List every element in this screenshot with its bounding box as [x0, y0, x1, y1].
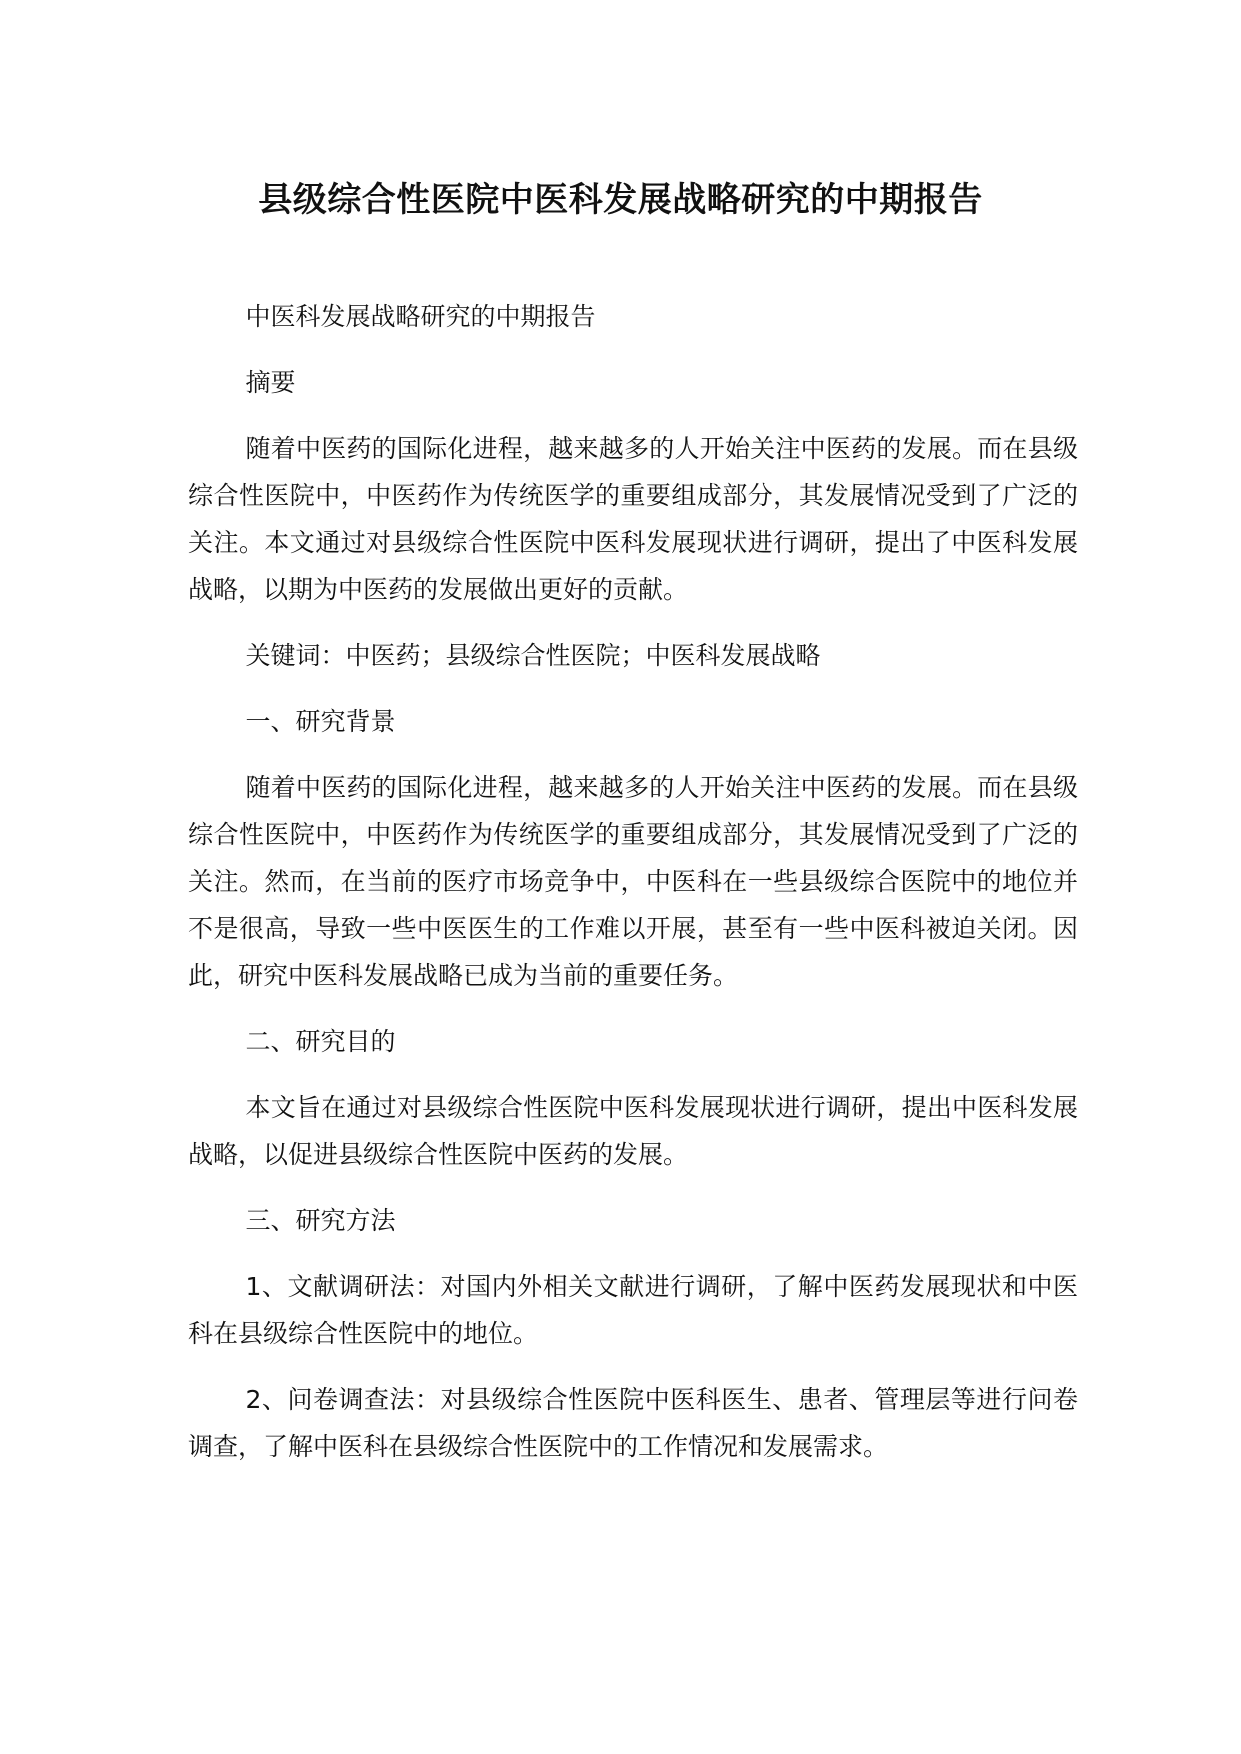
- subtitle-paragraph: 中医科发展战略研究的中期报告: [245, 302, 596, 331]
- page-title: 县级综合性医院中医科发展战略研究的中期报告: [258, 180, 983, 220]
- section-heading-background: 一、研究背景: [245, 707, 396, 736]
- keywords-paragraph: 关键词：中医药；县级综合性医院；中医科发展战略: [245, 641, 821, 670]
- method-item-questionnaire: 2、问卷调查法：对县级综合性医院中医科医生、患者、管理层等进行问卷调查，了解中医科在县级综合性医院中的工作情况和发展需求。: [188, 1385, 1078, 1461]
- section-heading-methods: 三、研究方法: [245, 1206, 396, 1235]
- abstract-heading: 摘要: [245, 368, 296, 397]
- section-heading-purpose: 二、研究目的: [245, 1027, 396, 1056]
- document-body: [188, 293, 1078, 1489]
- background-paragraph: 随着中医药的国际化进程，越来越多的人开始关注中医药的发展。而在县级综合性医院中，中医药作为传统医学的重要组成部分，其发展情况受到了广泛的关注。然而，在当前的医疗市场竞争中，中医科在一些县级综合医院中的地位并不是很高，导致一些中医医生的工作难以开展，甚至有一些中医科被迫关闭。因此，研究中医科发展战略已成为当前的重要任务。: [188, 773, 1078, 990]
- abstract-paragraph: 随着中医药的国际化进程，越来越多的人开始关注中医药的发展。而在县级综合性医院中，中医药作为传统医学的重要组成部分，其发展情况受到了广泛的关注。本文通过对县级综合性医院中医科发展现状进行调研，提出了中医科发展战略，以期为中医药的发展做出更好的贡献。: [188, 434, 1078, 604]
- method-item-literature: 1、文献调研法：对国内外相关文献进行调研，了解中医药发展现状和中医科在县级综合性医院中的地位。: [188, 1272, 1078, 1348]
- purpose-paragraph: 本文旨在通过对县级综合性医院中医科发展现状进行调研，提出中医科发展战略，以促进县级综合性医院中医药的发展。: [188, 1093, 1078, 1169]
